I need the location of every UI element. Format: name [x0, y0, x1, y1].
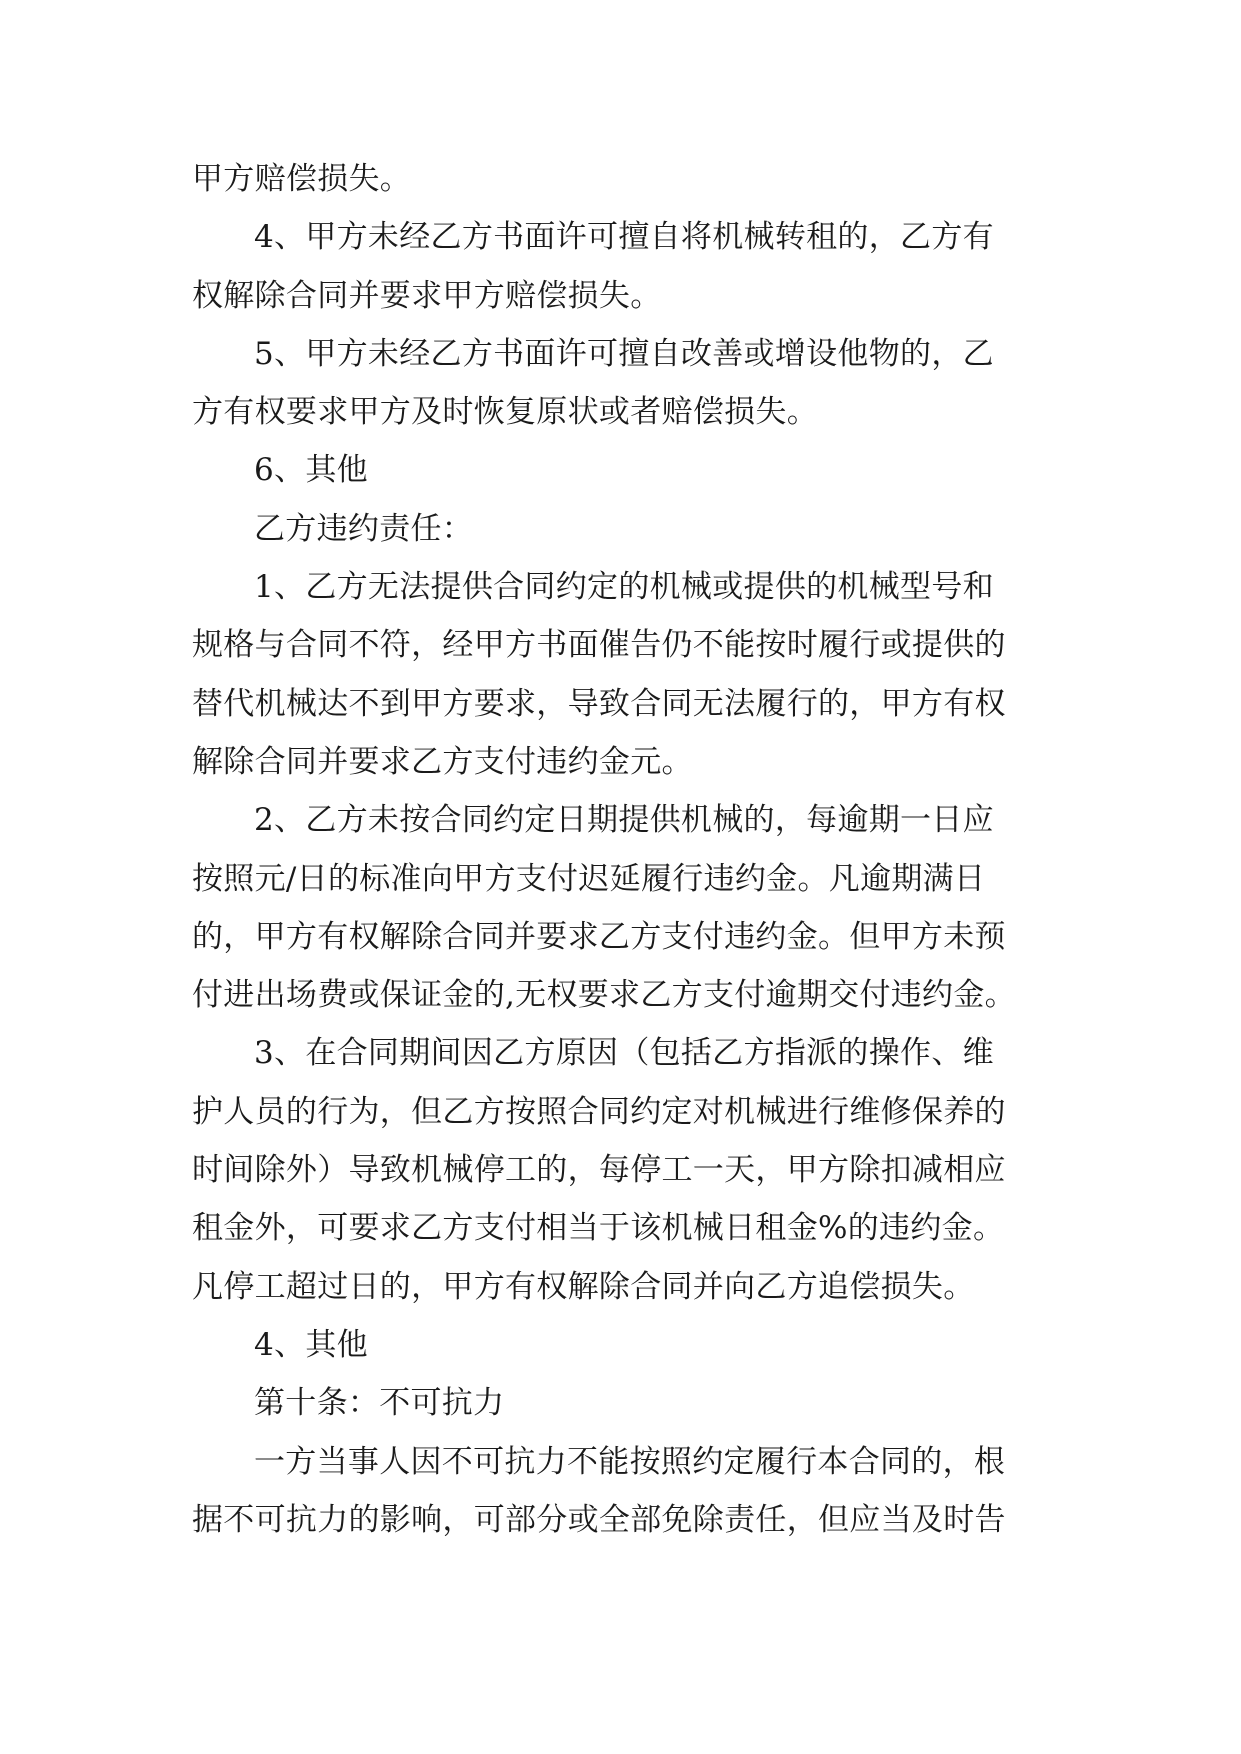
text-line: 1、乙方无法提供合同约定的机械或提供的机械型号和 — [254, 569, 994, 606]
text-line: 乙方违约责任： — [254, 510, 474, 547]
text-line: 一方当事人因不可抗力不能按照约定履行本合同的，根 — [254, 1443, 1006, 1480]
text-line: 方有权要求甲方及时恢复原状或者赔偿损失。 — [192, 394, 818, 431]
text-line: 时间除外）导致机械停工的，每停工一天，甲方除扣减相应 — [192, 1152, 1006, 1189]
text-line: 6、其他 — [254, 452, 368, 489]
text-line: 租金外，可要求乙方支付相当于该机械日租金%的违约金。 — [192, 1210, 1005, 1247]
text-line: 甲方赔偿损失。 — [192, 161, 412, 197]
text-line: 替代机械达不到甲方要求，导致合同无法履行的，甲方有权 — [192, 685, 1006, 722]
text-line: 按照元/日的标准向甲方支付迟延履行违约金。凡逾期满日 — [192, 860, 986, 897]
text-line: 解除合同并要求乙方支付违约金元。 — [192, 743, 693, 780]
text-line: 的，甲方有权解除合同并要求乙方支付违约金。但甲方未预 — [192, 918, 1006, 955]
text-line: 凡停工超过日的，甲方有权解除合同并向乙方追偿损失。 — [192, 1268, 975, 1305]
text-line: 付进出场费或保证金的,无权要求乙方支付逾期交付违约金。 — [192, 977, 1016, 1014]
text-line: 据不可抗力的影响，可部分或全部免除责任，但应当及时告 — [192, 1501, 1006, 1538]
text-line: 4、甲方未经乙方书面许可擅自将机械转租的，乙方有 — [254, 219, 994, 256]
text-line: 2、乙方未按合同约定日期提供机械的，每逾期一日应 — [254, 802, 994, 839]
text-line: 3、在合同期间因乙方原因（包括乙方指派的操作、维 — [254, 1035, 994, 1072]
text-line: 护人员的行为，但乙方按照合同约定对机械进行维修保养的 — [192, 1093, 1006, 1130]
text-line: 权解除合同并要求甲方赔偿损失。 — [192, 277, 662, 314]
text-line: 4、其他 — [254, 1326, 368, 1363]
text-line: 5、甲方未经乙方书面许可擅自改善或增设他物的，乙 — [254, 335, 994, 372]
text-line: 第十条：不可抗力 — [254, 1385, 505, 1422]
text-line: 规格与合同不符，经甲方书面催告仍不能按时履行或提供的 — [192, 627, 1006, 664]
document-body — [192, 150, 1062, 1549]
